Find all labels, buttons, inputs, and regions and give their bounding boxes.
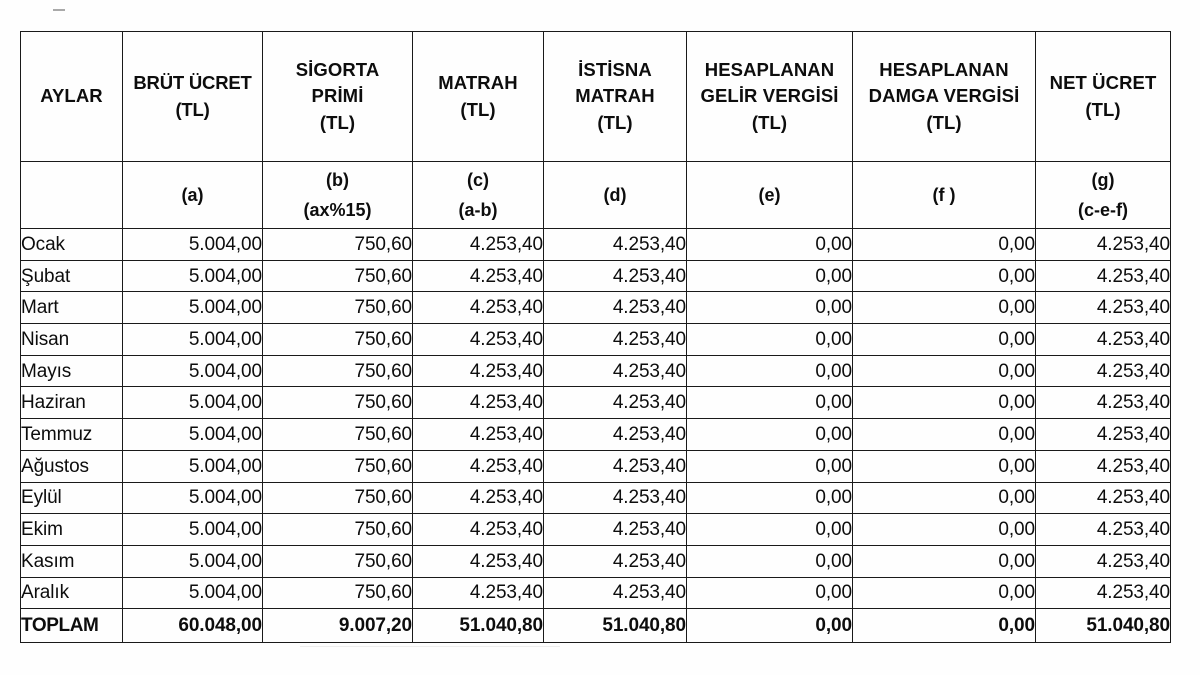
column-code-base-formula: (a-b) bbox=[458, 199, 498, 220]
cell-exempt-base: 4.253,40 bbox=[544, 260, 687, 292]
table-row bbox=[21, 292, 1171, 324]
cell-income-tax: 0,00 bbox=[687, 577, 853, 609]
cell-insurance: 750,60 bbox=[263, 545, 413, 577]
column-header-base bbox=[413, 32, 544, 162]
cell-income-tax: 0,00 bbox=[687, 450, 853, 482]
column-header-income-tax bbox=[687, 32, 853, 162]
scan-speckle-artifact bbox=[53, 9, 65, 11]
column-header-gross-unit: (TL) bbox=[175, 98, 210, 120]
column-code-insurance-formula: (ax%15) bbox=[303, 199, 372, 220]
cell-month: Ekim bbox=[21, 514, 123, 546]
cell-total-insurance: 9.007,20 bbox=[263, 609, 413, 643]
cell-net: 4.253,40 bbox=[1036, 514, 1171, 546]
cell-insurance: 750,60 bbox=[263, 514, 413, 546]
cell-net: 4.253,40 bbox=[1036, 387, 1171, 419]
cell-gross: 5.004,00 bbox=[123, 482, 263, 514]
table-row bbox=[21, 514, 1171, 546]
cell-base: 4.253,40 bbox=[413, 387, 544, 419]
column-header-base-unit: (TL) bbox=[460, 98, 496, 120]
cell-month: Ocak bbox=[21, 229, 123, 261]
cell-income-tax: 0,00 bbox=[687, 387, 853, 419]
cell-gross: 5.004,00 bbox=[123, 577, 263, 609]
cell-base: 4.253,40 bbox=[413, 292, 544, 324]
cell-gross: 5.004,00 bbox=[123, 387, 263, 419]
cell-stamp-tax: 0,00 bbox=[853, 229, 1036, 261]
column-code-base-code: (c) bbox=[467, 170, 489, 191]
cell-stamp-tax: 0,00 bbox=[853, 419, 1036, 451]
cell-base: 4.253,40 bbox=[413, 545, 544, 577]
cell-month: Mayıs bbox=[21, 355, 123, 387]
header-row-titles bbox=[21, 32, 1171, 162]
cell-net: 4.253,40 bbox=[1036, 292, 1171, 324]
cell-income-tax: 0,00 bbox=[687, 545, 853, 577]
cell-base: 4.253,40 bbox=[413, 482, 544, 514]
header-row-formula-codes bbox=[21, 162, 1171, 229]
cell-exempt-base: 4.253,40 bbox=[544, 229, 687, 261]
column-header-insurance-line-2: PRİMİ bbox=[311, 85, 364, 107]
cell-exempt-base: 4.253,40 bbox=[544, 292, 687, 324]
cell-base: 4.253,40 bbox=[413, 514, 544, 546]
table-total-row bbox=[21, 609, 1171, 643]
cell-net: 4.253,40 bbox=[1036, 229, 1171, 261]
cell-gross: 5.004,00 bbox=[123, 292, 263, 324]
cell-stamp-tax: 0,00 bbox=[853, 260, 1036, 292]
column-code-stamp-tax bbox=[853, 162, 1036, 229]
table-row bbox=[21, 419, 1171, 451]
cell-income-tax: 0,00 bbox=[687, 355, 853, 387]
cell-total-gross: 60.048,00 bbox=[123, 609, 263, 643]
cell-month: Kasım bbox=[21, 545, 123, 577]
column-code-stamp-tax-code: (f ) bbox=[932, 184, 956, 205]
column-header-net bbox=[1036, 32, 1171, 162]
column-code-net-formula: (c-e-f) bbox=[1078, 199, 1128, 220]
column-code-net-code: (g) bbox=[1091, 170, 1115, 191]
cell-income-tax: 0,00 bbox=[687, 514, 853, 546]
payroll-table-container bbox=[20, 31, 1170, 637]
column-header-stamp-tax-line-1: HESAPLANAN bbox=[879, 59, 1009, 81]
cell-income-tax: 0,00 bbox=[687, 419, 853, 451]
cell-base: 4.253,40 bbox=[413, 450, 544, 482]
cell-exempt-base: 4.253,40 bbox=[544, 514, 687, 546]
cell-stamp-tax: 0,00 bbox=[853, 545, 1036, 577]
column-header-net-unit: (TL) bbox=[1085, 98, 1121, 120]
column-code-income-tax bbox=[687, 162, 853, 229]
cell-net: 4.253,40 bbox=[1036, 450, 1171, 482]
cell-income-tax: 0,00 bbox=[687, 229, 853, 261]
cell-stamp-tax: 0,00 bbox=[853, 292, 1036, 324]
column-code-insurance bbox=[263, 162, 413, 229]
cell-month: Nisan bbox=[21, 324, 123, 356]
cell-gross: 5.004,00 bbox=[123, 229, 263, 261]
cell-net: 4.253,40 bbox=[1036, 419, 1171, 451]
cell-total-exempt-base: 51.040,80 bbox=[544, 609, 687, 643]
cell-income-tax: 0,00 bbox=[687, 482, 853, 514]
column-header-net-line-1: NET ÜCRET bbox=[1049, 72, 1157, 94]
cell-total-base: 51.040,80 bbox=[413, 609, 544, 643]
cell-net: 4.253,40 bbox=[1036, 545, 1171, 577]
cell-month: Ağustos bbox=[21, 450, 123, 482]
table-row bbox=[21, 545, 1171, 577]
cell-net: 4.253,40 bbox=[1036, 577, 1171, 609]
cell-month: Şubat bbox=[21, 260, 123, 292]
cell-stamp-tax: 0,00 bbox=[853, 482, 1036, 514]
table-row bbox=[21, 229, 1171, 261]
column-header-stamp-tax bbox=[853, 32, 1036, 162]
column-code-exempt-base bbox=[544, 162, 687, 229]
cell-income-tax: 0,00 bbox=[687, 260, 853, 292]
cell-base: 4.253,40 bbox=[413, 260, 544, 292]
column-code-gross bbox=[123, 162, 263, 229]
column-code-income-tax-code: (e) bbox=[758, 184, 781, 205]
cell-income-tax: 0,00 bbox=[687, 292, 853, 324]
cell-base: 4.253,40 bbox=[413, 229, 544, 261]
cell-net: 4.253,40 bbox=[1036, 324, 1171, 356]
cell-exempt-base: 4.253,40 bbox=[544, 577, 687, 609]
cell-insurance: 750,60 bbox=[263, 229, 413, 261]
cell-month: Eylül bbox=[21, 482, 123, 514]
column-code-net bbox=[1036, 162, 1171, 229]
cell-total-stamp-tax: 0,00 bbox=[853, 609, 1036, 643]
column-header-income-tax-unit: (TL) bbox=[751, 111, 788, 133]
cell-exempt-base: 4.253,40 bbox=[544, 482, 687, 514]
cell-gross: 5.004,00 bbox=[123, 260, 263, 292]
cell-income-tax: 0,00 bbox=[687, 324, 853, 356]
cell-insurance: 750,60 bbox=[263, 482, 413, 514]
column-header-base-line-1: MATRAH bbox=[438, 72, 518, 94]
column-header-month-line-1: AYLAR bbox=[40, 85, 103, 107]
cell-exempt-base: 4.253,40 bbox=[544, 545, 687, 577]
table-row bbox=[21, 450, 1171, 482]
cell-insurance: 750,60 bbox=[263, 292, 413, 324]
cell-stamp-tax: 0,00 bbox=[853, 355, 1036, 387]
cell-stamp-tax: 0,00 bbox=[853, 514, 1036, 546]
column-header-income-tax-line-2: GELİR VERGİSİ bbox=[700, 85, 839, 107]
cell-month: Aralık bbox=[21, 577, 123, 609]
cell-insurance: 750,60 bbox=[263, 419, 413, 451]
scan-smudge-artifact bbox=[300, 646, 560, 647]
cell-stamp-tax: 0,00 bbox=[853, 577, 1036, 609]
column-code-insurance-code: (b) bbox=[326, 170, 349, 191]
table-row bbox=[21, 355, 1171, 387]
table-row bbox=[21, 324, 1171, 356]
column-code-exempt-base-code: (d) bbox=[603, 184, 627, 205]
column-header-month bbox=[21, 32, 123, 162]
cell-exempt-base: 4.253,40 bbox=[544, 324, 687, 356]
column-header-exempt-base-line-1: İSTİSNA bbox=[578, 59, 652, 81]
column-header-gross bbox=[123, 32, 263, 162]
cell-insurance: 750,60 bbox=[263, 324, 413, 356]
cell-net: 4.253,40 bbox=[1036, 355, 1171, 387]
table-row bbox=[21, 260, 1171, 292]
column-header-exempt-base-line-2: MATRAH bbox=[575, 85, 655, 107]
cell-total-income-tax: 0,00 bbox=[687, 609, 853, 643]
cell-base: 4.253,40 bbox=[413, 355, 544, 387]
table-row bbox=[21, 482, 1171, 514]
cell-base: 4.253,40 bbox=[413, 419, 544, 451]
cell-month: Temmuz bbox=[21, 419, 123, 451]
cell-gross: 5.004,00 bbox=[123, 450, 263, 482]
cell-stamp-tax: 0,00 bbox=[853, 387, 1036, 419]
column-header-gross-line-1: BRÜT ÜCRET bbox=[133, 72, 252, 94]
cell-base: 4.253,40 bbox=[413, 324, 544, 356]
cell-exempt-base: 4.253,40 bbox=[544, 419, 687, 451]
cell-gross: 5.004,00 bbox=[123, 419, 263, 451]
column-code-month bbox=[21, 162, 123, 229]
cell-gross: 5.004,00 bbox=[123, 514, 263, 546]
table-header bbox=[21, 32, 1171, 229]
column-header-stamp-tax-unit: (TL) bbox=[926, 111, 962, 133]
column-header-insurance-unit: (TL) bbox=[319, 111, 356, 133]
cell-exempt-base: 4.253,40 bbox=[544, 450, 687, 482]
cell-stamp-tax: 0,00 bbox=[853, 450, 1036, 482]
cell-insurance: 750,60 bbox=[263, 260, 413, 292]
column-code-base bbox=[413, 162, 544, 229]
cell-exempt-base: 4.253,40 bbox=[544, 387, 687, 419]
table-row bbox=[21, 387, 1171, 419]
column-header-stamp-tax-line-2: DAMGA VERGİSİ bbox=[868, 85, 1020, 107]
cell-total-label: TOPLAM bbox=[21, 609, 123, 643]
column-header-exempt-base bbox=[544, 32, 687, 162]
cell-month: Haziran bbox=[21, 387, 123, 419]
cell-stamp-tax: 0,00 bbox=[853, 324, 1036, 356]
cell-gross: 5.004,00 bbox=[123, 545, 263, 577]
column-header-insurance-line-1: SİGORTA bbox=[295, 59, 380, 81]
cell-month: Mart bbox=[21, 292, 123, 324]
column-header-insurance bbox=[263, 32, 413, 162]
column-header-income-tax-line-1: HESAPLANAN bbox=[704, 59, 835, 81]
cell-net: 4.253,40 bbox=[1036, 482, 1171, 514]
cell-insurance: 750,60 bbox=[263, 450, 413, 482]
cell-net: 4.253,40 bbox=[1036, 260, 1171, 292]
cell-gross: 5.004,00 bbox=[123, 324, 263, 356]
table-row bbox=[21, 577, 1171, 609]
cell-insurance: 750,60 bbox=[263, 355, 413, 387]
cell-gross: 5.004,00 bbox=[123, 355, 263, 387]
payroll-table bbox=[20, 31, 1171, 643]
column-header-exempt-base-unit: (TL) bbox=[597, 111, 633, 133]
cell-total-net: 51.040,80 bbox=[1036, 609, 1171, 643]
cell-insurance: 750,60 bbox=[263, 387, 413, 419]
cell-exempt-base: 4.253,40 bbox=[544, 355, 687, 387]
cell-base: 4.253,40 bbox=[413, 577, 544, 609]
table-body bbox=[21, 229, 1171, 643]
column-code-gross-code: (a) bbox=[181, 184, 204, 205]
cell-insurance: 750,60 bbox=[263, 577, 413, 609]
